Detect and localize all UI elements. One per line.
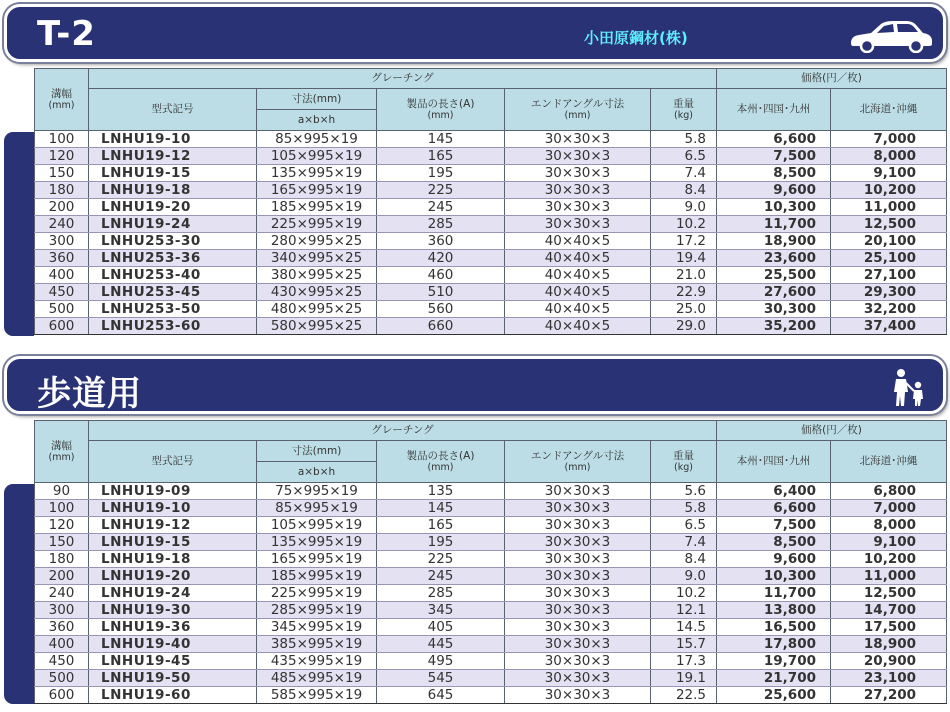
maker-name: 小田原鋼材(株) <box>584 29 688 47</box>
section-banner-t2 <box>4 4 946 62</box>
header-width-unit: (mm) <box>48 452 75 464</box>
cell-dimension: 430×995×25 <box>257 284 377 301</box>
cell-length: 560 <box>377 301 505 318</box>
cell-model: LNHU19-24 <box>89 216 257 233</box>
cell-length: 445 <box>377 636 505 653</box>
cell-price-honshu: 25,600 <box>717 687 831 704</box>
cell-width: 450 <box>35 653 89 670</box>
cell-weight: 12.1 <box>651 602 717 619</box>
cell-length: 245 <box>377 568 505 585</box>
table-row <box>35 619 947 636</box>
cell-weight: 10.2 <box>651 216 717 233</box>
table-row <box>35 182 947 199</box>
cell-dimension: 225×995×19 <box>257 585 377 602</box>
price-table-sidewalk <box>34 420 947 704</box>
cell-weight: 9.0 <box>651 568 717 585</box>
cell-dimension: 85×995×19 <box>257 500 377 517</box>
cell-end-angle: 30×30×3 <box>505 568 651 585</box>
cell-weight: 17.3 <box>651 653 717 670</box>
header-width-label: 溝幅 <box>51 439 72 452</box>
cell-dimension: 75×995×19 <box>257 483 377 500</box>
header-dim: 寸法(mm) <box>257 89 377 110</box>
cell-end-angle: 40×40×5 <box>505 318 651 335</box>
cell-width: 360 <box>35 250 89 267</box>
cell-end-angle: 30×30×3 <box>505 687 651 704</box>
cell-price-honshu: 11,700 <box>717 216 831 233</box>
table-row <box>35 483 947 500</box>
cell-model: LNHU19-12 <box>89 148 257 165</box>
cell-dimension: 340×995×25 <box>257 250 377 267</box>
header-dim-sub: a×b×h <box>257 462 377 483</box>
cell-width: 300 <box>35 602 89 619</box>
cell-dimension: 345×995×19 <box>257 619 377 636</box>
cell-end-angle: 30×30×3 <box>505 636 651 653</box>
cell-weight: 8.4 <box>651 182 717 199</box>
table-row <box>35 687 947 704</box>
cell-end-angle: 30×30×3 <box>505 517 651 534</box>
cell-model: LNHU19-10 <box>89 131 257 148</box>
header-dim-sub: a×b×h <box>257 110 377 131</box>
cell-model: LNHU19-60 <box>89 687 257 704</box>
cell-length: 135 <box>377 483 505 500</box>
cell-price-hokkaido: 9,100 <box>831 165 947 182</box>
header-endangle-unit: (mm) <box>564 110 591 122</box>
section-sidebar <box>4 132 34 336</box>
cell-model: LNHU19-10 <box>89 500 257 517</box>
cell-price-honshu: 35,200 <box>717 318 831 335</box>
cell-end-angle: 30×30×3 <box>505 182 651 199</box>
cell-length: 405 <box>377 619 505 636</box>
cell-weight: 22.9 <box>651 284 717 301</box>
cell-price-hokkaido: 25,100 <box>831 250 947 267</box>
cell-width: 300 <box>35 233 89 250</box>
cell-price-hokkaido: 10,200 <box>831 182 947 199</box>
header-weight-label: 重量 <box>673 97 694 110</box>
cell-price-hokkaido: 7,000 <box>831 131 947 148</box>
cell-width: 150 <box>35 165 89 182</box>
header-endangle-label: エンドアングル寸法 <box>530 97 625 110</box>
cell-dimension: 385×995×19 <box>257 636 377 653</box>
table-row <box>35 568 947 585</box>
cell-price-honshu: 16,500 <box>717 619 831 636</box>
cell-price-hokkaido: 6,800 <box>831 483 947 500</box>
cell-price-hokkaido: 29,300 <box>831 284 947 301</box>
section-title: T-2 <box>37 14 96 54</box>
cell-dimension: 285×995×19 <box>257 602 377 619</box>
table-row <box>35 551 947 568</box>
cell-length: 195 <box>377 165 505 182</box>
cell-dimension: 165×995×19 <box>257 551 377 568</box>
cell-price-hokkaido: 10,200 <box>831 551 947 568</box>
price-table-t2 <box>34 68 947 335</box>
cell-length: 460 <box>377 267 505 284</box>
cell-width: 200 <box>35 568 89 585</box>
header-endangle <box>505 89 651 131</box>
cell-model: LNHU253-60 <box>89 318 257 335</box>
cell-model: LNHU19-30 <box>89 602 257 619</box>
cell-end-angle: 40×40×5 <box>505 284 651 301</box>
cell-model: LNHU253-45 <box>89 284 257 301</box>
cell-weight: 5.8 <box>651 500 717 517</box>
header-weight <box>651 89 717 131</box>
header-model: 型式記号 <box>89 441 257 483</box>
cell-weight: 17.2 <box>651 233 717 250</box>
header-grating: グレーチング <box>89 69 717 89</box>
cell-end-angle: 30×30×3 <box>505 148 651 165</box>
cell-width: 240 <box>35 216 89 233</box>
cell-price-hokkaido: 12,500 <box>831 585 947 602</box>
cell-weight: 10.2 <box>651 585 717 602</box>
cell-dimension: 185×995×19 <box>257 199 377 216</box>
cell-price-hokkaido: 12,500 <box>831 216 947 233</box>
cell-length: 420 <box>377 250 505 267</box>
table-row <box>35 267 947 284</box>
header-region1: 本州･四国･九州 <box>717 89 831 131</box>
pedestrian-icon <box>889 368 929 408</box>
cell-end-angle: 30×30×3 <box>505 199 651 216</box>
table-row <box>35 585 947 602</box>
cell-end-angle: 30×30×3 <box>505 500 651 517</box>
cell-dimension: 185×995×19 <box>257 568 377 585</box>
cell-dimension: 105×995×19 <box>257 148 377 165</box>
cell-end-angle: 30×30×3 <box>505 670 651 687</box>
cell-width: 600 <box>35 318 89 335</box>
cell-price-hokkaido: 27,100 <box>831 267 947 284</box>
cell-dimension: 135×995×19 <box>257 165 377 182</box>
table-row <box>35 636 947 653</box>
cell-price-honshu: 11,700 <box>717 585 831 602</box>
cell-length: 645 <box>377 687 505 704</box>
cell-length: 165 <box>377 148 505 165</box>
cell-model: LNHU19-12 <box>89 517 257 534</box>
cell-model: LNHU253-50 <box>89 301 257 318</box>
cell-width: 100 <box>35 500 89 517</box>
section-banner-sidewalk <box>4 356 946 414</box>
cell-model: LNHU19-20 <box>89 568 257 585</box>
cell-model: LNHU19-09 <box>89 483 257 500</box>
cell-model: LNHU19-45 <box>89 653 257 670</box>
header-width <box>35 69 89 131</box>
cell-model: LNHU253-36 <box>89 250 257 267</box>
cell-length: 285 <box>377 585 505 602</box>
header-endangle-label: エンドアングル寸法 <box>530 449 625 462</box>
table-row <box>35 517 947 534</box>
cell-price-hokkaido: 32,200 <box>831 301 947 318</box>
header-length-unit: (mm) <box>427 462 454 474</box>
header-price: 価格(円／枚) <box>717 421 947 441</box>
header-length <box>377 89 505 131</box>
cell-price-hokkaido: 23,100 <box>831 670 947 687</box>
cell-weight: 9.0 <box>651 199 717 216</box>
header-width-unit: (mm) <box>48 100 75 112</box>
cell-dimension: 380×995×25 <box>257 267 377 284</box>
table-row <box>35 284 947 301</box>
header-weight-label: 重量 <box>673 449 694 462</box>
table-row <box>35 318 947 335</box>
table-row <box>35 250 947 267</box>
cell-weight: 29.0 <box>651 318 717 335</box>
cell-width: 240 <box>35 585 89 602</box>
cell-end-angle: 40×40×5 <box>505 301 651 318</box>
cell-width: 180 <box>35 182 89 199</box>
cell-width: 400 <box>35 267 89 284</box>
cell-length: 165 <box>377 517 505 534</box>
header-width-label: 溝幅 <box>51 87 72 100</box>
cell-price-honshu: 9,600 <box>717 182 831 199</box>
cell-price-honshu: 6,600 <box>717 500 831 517</box>
table-row <box>35 653 947 670</box>
cell-price-honshu: 30,300 <box>717 301 831 318</box>
table-row <box>35 165 947 182</box>
header-endangle <box>505 441 651 483</box>
cell-length: 145 <box>377 500 505 517</box>
cell-weight: 6.5 <box>651 517 717 534</box>
cell-width: 600 <box>35 687 89 704</box>
cell-length: 285 <box>377 216 505 233</box>
cell-price-hokkaido: 14,700 <box>831 602 947 619</box>
cell-dimension: 580×995×25 <box>257 318 377 335</box>
cell-width: 400 <box>35 636 89 653</box>
cell-price-honshu: 10,300 <box>717 568 831 585</box>
cell-price-hokkaido: 17,500 <box>831 619 947 636</box>
cell-dimension: 225×995×19 <box>257 216 377 233</box>
cell-price-honshu: 27,600 <box>717 284 831 301</box>
cell-price-hokkaido: 11,000 <box>831 568 947 585</box>
cell-weight: 8.4 <box>651 551 717 568</box>
table-row <box>35 534 947 551</box>
cell-dimension: 105×995×19 <box>257 517 377 534</box>
cell-price-honshu: 10,300 <box>717 199 831 216</box>
cell-length: 225 <box>377 182 505 199</box>
cell-length: 195 <box>377 534 505 551</box>
cell-dimension: 85×995×19 <box>257 131 377 148</box>
cell-price-hokkaido: 8,000 <box>831 517 947 534</box>
cell-price-honshu: 6,600 <box>717 131 831 148</box>
cell-model: LNHU19-15 <box>89 165 257 182</box>
cell-price-hokkaido: 20,900 <box>831 653 947 670</box>
cell-length: 345 <box>377 602 505 619</box>
cell-width: 450 <box>35 284 89 301</box>
cell-model: LNHU19-18 <box>89 182 257 199</box>
cell-width: 200 <box>35 199 89 216</box>
section-title: 歩道用 <box>37 374 142 414</box>
cell-dimension: 485×995×19 <box>257 670 377 687</box>
cell-price-hokkaido: 18,900 <box>831 636 947 653</box>
section-sidebar <box>4 484 34 704</box>
cell-price-honshu: 21,700 <box>717 670 831 687</box>
cell-price-hokkaido: 7,000 <box>831 500 947 517</box>
cell-model: LNHU19-36 <box>89 619 257 636</box>
cell-end-angle: 40×40×5 <box>505 267 651 284</box>
header-price: 価格(円／枚) <box>717 69 947 89</box>
cell-price-honshu: 6,400 <box>717 483 831 500</box>
header-dim: 寸法(mm) <box>257 441 377 462</box>
header-grating: グレーチング <box>89 421 717 441</box>
cell-end-angle: 40×40×5 <box>505 250 651 267</box>
cell-length: 145 <box>377 131 505 148</box>
cell-weight: 15.7 <box>651 636 717 653</box>
cell-price-honshu: 7,500 <box>717 148 831 165</box>
cell-dimension: 165×995×19 <box>257 182 377 199</box>
cell-price-honshu: 7,500 <box>717 517 831 534</box>
cell-dimension: 135×995×19 <box>257 534 377 551</box>
header-length-label: 製品の長さ(A) <box>406 97 475 110</box>
header-width <box>35 421 89 483</box>
cell-price-honshu: 18,900 <box>717 233 831 250</box>
cell-price-honshu: 19,700 <box>717 653 831 670</box>
cell-weight: 5.6 <box>651 483 717 500</box>
table-row <box>35 602 947 619</box>
header-model: 型式記号 <box>89 89 257 131</box>
cell-dimension: 585×995×19 <box>257 687 377 704</box>
cell-weight: 25.0 <box>651 301 717 318</box>
cell-width: 500 <box>35 301 89 318</box>
cell-length: 360 <box>377 233 505 250</box>
cell-end-angle: 30×30×3 <box>505 653 651 670</box>
cell-end-angle: 30×30×3 <box>505 131 651 148</box>
cell-end-angle: 30×30×3 <box>505 585 651 602</box>
cell-length: 545 <box>377 670 505 687</box>
cell-weight: 7.4 <box>651 165 717 182</box>
cell-price-honshu: 13,800 <box>717 602 831 619</box>
cell-width: 120 <box>35 148 89 165</box>
cell-model: LNHU253-40 <box>89 267 257 284</box>
header-length <box>377 441 505 483</box>
cell-model: LNHU19-24 <box>89 585 257 602</box>
cell-dimension: 280×995×25 <box>257 233 377 250</box>
cell-price-hokkaido: 20,100 <box>831 233 947 250</box>
cell-price-honshu: 8,500 <box>717 165 831 182</box>
header-weight <box>651 441 717 483</box>
cell-length: 245 <box>377 199 505 216</box>
cell-end-angle: 30×30×3 <box>505 483 651 500</box>
cell-weight: 19.1 <box>651 670 717 687</box>
car-icon <box>847 19 935 53</box>
cell-width: 180 <box>35 551 89 568</box>
table-row <box>35 216 947 233</box>
header-weight-unit: (kg) <box>674 462 693 474</box>
cell-price-honshu: 23,600 <box>717 250 831 267</box>
cell-width: 150 <box>35 534 89 551</box>
cell-length: 225 <box>377 551 505 568</box>
cell-price-honshu: 9,600 <box>717 551 831 568</box>
cell-end-angle: 40×40×5 <box>505 233 651 250</box>
cell-end-angle: 30×30×3 <box>505 165 651 182</box>
cell-weight: 19.4 <box>651 250 717 267</box>
cell-model: LNHU19-18 <box>89 551 257 568</box>
cell-end-angle: 30×30×3 <box>505 619 651 636</box>
cell-weight: 6.5 <box>651 148 717 165</box>
cell-weight: 14.5 <box>651 619 717 636</box>
table-row <box>35 301 947 318</box>
header-weight-unit: (kg) <box>674 110 693 122</box>
cell-end-angle: 30×30×3 <box>505 216 651 233</box>
cell-weight: 22.5 <box>651 687 717 704</box>
cell-dimension: 480×995×25 <box>257 301 377 318</box>
cell-length: 660 <box>377 318 505 335</box>
table-row <box>35 233 947 250</box>
cell-length: 495 <box>377 653 505 670</box>
cell-end-angle: 30×30×3 <box>505 534 651 551</box>
cell-price-honshu: 17,800 <box>717 636 831 653</box>
header-length-label: 製品の長さ(A) <box>406 449 475 462</box>
cell-price-hokkaido: 27,200 <box>831 687 947 704</box>
table-row <box>35 131 947 148</box>
header-length-unit: (mm) <box>427 110 454 122</box>
cell-price-hokkaido: 37,400 <box>831 318 947 335</box>
cell-model: LNHU253-30 <box>89 233 257 250</box>
cell-end-angle: 30×30×3 <box>505 551 651 568</box>
cell-model: LNHU19-40 <box>89 636 257 653</box>
header-endangle-unit: (mm) <box>564 462 591 474</box>
cell-model: LNHU19-20 <box>89 199 257 216</box>
cell-price-honshu: 25,500 <box>717 267 831 284</box>
cell-model: LNHU19-15 <box>89 534 257 551</box>
cell-price-hokkaido: 11,000 <box>831 199 947 216</box>
header-region1: 本州･四国･九州 <box>717 441 831 483</box>
cell-width: 120 <box>35 517 89 534</box>
cell-width: 500 <box>35 670 89 687</box>
header-region2: 北海道･沖縄 <box>831 89 947 131</box>
cell-dimension: 435×995×19 <box>257 653 377 670</box>
cell-weight: 21.0 <box>651 267 717 284</box>
cell-width: 360 <box>35 619 89 636</box>
cell-width: 100 <box>35 131 89 148</box>
cell-weight: 7.4 <box>651 534 717 551</box>
cell-price-hokkaido: 9,100 <box>831 534 947 551</box>
cell-price-honshu: 8,500 <box>717 534 831 551</box>
cell-length: 510 <box>377 284 505 301</box>
cell-model: LNHU19-50 <box>89 670 257 687</box>
table-row <box>35 199 947 216</box>
cell-width: 90 <box>35 483 89 500</box>
cell-end-angle: 30×30×3 <box>505 602 651 619</box>
header-region2: 北海道･沖縄 <box>831 441 947 483</box>
cell-weight: 5.8 <box>651 131 717 148</box>
table-row <box>35 500 947 517</box>
cell-price-hokkaido: 8,000 <box>831 148 947 165</box>
table-row <box>35 148 947 165</box>
table-row <box>35 670 947 687</box>
